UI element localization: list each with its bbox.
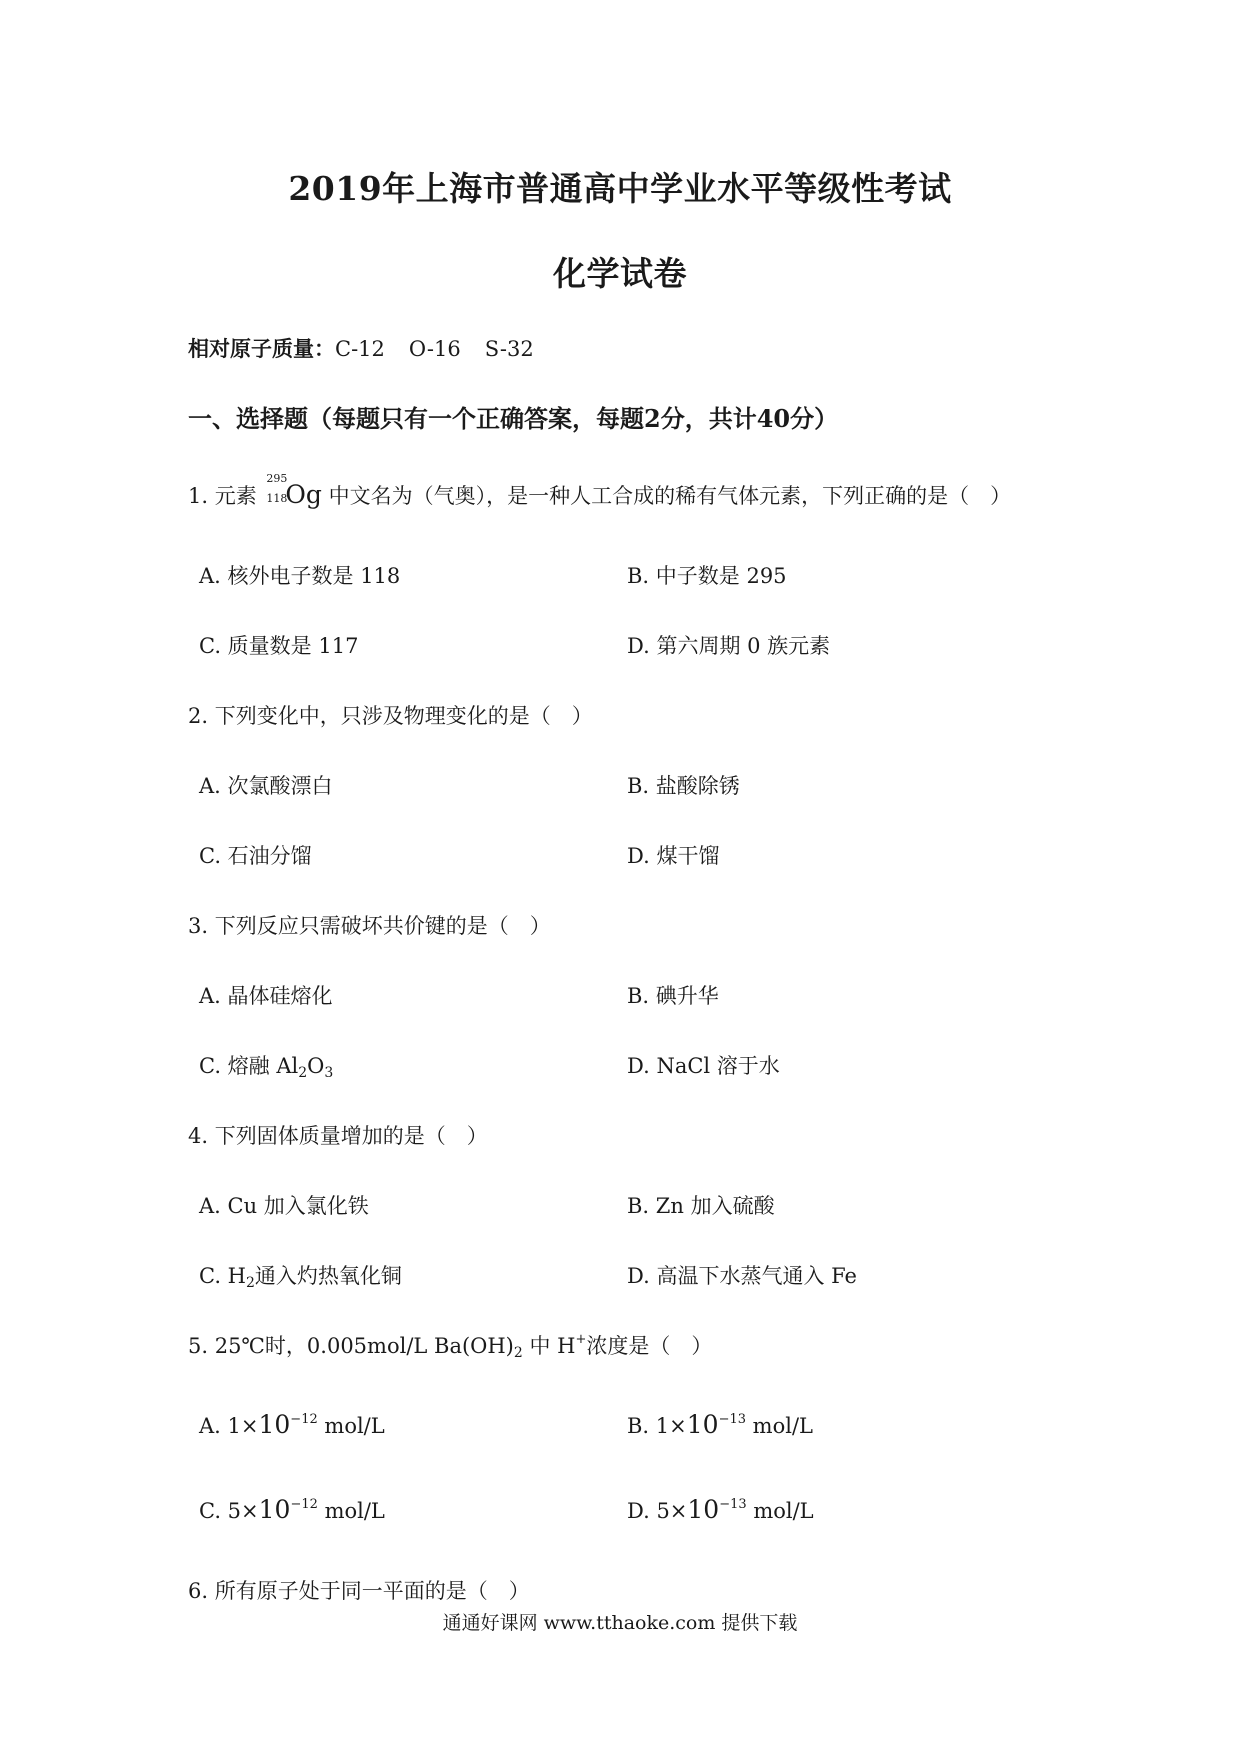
question-6: 6. 所有原子处于同一平面的是（ ） — [188, 1579, 530, 1603]
q4-option-d: D. 高温下水蒸气通入 Fe — [627, 1264, 857, 1288]
exponent: −12 — [290, 1412, 318, 1427]
question-1-stem: 中文名为（气奥），是一种人工合成的稀有气体元素，下列正确的是（ ） — [328, 484, 1012, 508]
section-heading: 一、选择题（每题只有一个正确答案，每题2分，共计40分） — [188, 404, 839, 433]
question-4: 4. 下列固体质量增加的是（ ） — [188, 1124, 488, 1148]
subscript: 3 — [324, 1065, 334, 1081]
q2-option-b: B. 盐酸除锈 — [627, 774, 740, 798]
q3-option-b: B. 碘升华 — [627, 984, 719, 1008]
question-3: 3. 下列反应只需破坏共价键的是（ ） — [188, 914, 551, 938]
masses-label: 相对原子质量： — [188, 336, 335, 361]
q5-option-d — [627, 1495, 814, 1524]
q5-option-d-prefix: D. 5× — [627, 1499, 688, 1523]
footer-source: 通通好课网 www.tthaoke.com 提供下载 — [442, 1612, 798, 1634]
subscript: 2 — [245, 1275, 255, 1291]
question-1 — [188, 472, 1012, 510]
q1-option-d: D. 第六周期 0 族元素 — [627, 634, 831, 658]
question-1-prefix: 1. 元素 — [188, 484, 257, 508]
q3-option-d: D. NaCl 溶于水 — [627, 1054, 780, 1078]
mass-value: O-16 — [408, 337, 461, 361]
q3-option-c — [199, 1050, 333, 1081]
q5-option-c — [199, 1495, 385, 1524]
unit: mol/L — [317, 1499, 385, 1523]
q5-option-b-prefix: B. 1× — [627, 1414, 687, 1438]
q3-option-a: A. 晶体硅熔化 — [199, 984, 333, 1008]
unit: mol/L — [746, 1499, 814, 1523]
q1-option-c: C. 质量数是 117 — [199, 634, 359, 658]
isotope-symbol: Og — [285, 480, 322, 509]
q5-option-a-prefix: A. 1× — [199, 1414, 259, 1438]
question-5-text: 浓度是（ ） — [586, 1334, 713, 1358]
q2-option-c: C. 石油分馏 — [199, 844, 312, 868]
mass-value: S-32 — [484, 337, 534, 361]
exponent: −13 — [719, 1497, 747, 1512]
relative-atomic-masses — [188, 333, 558, 363]
isotope-mass-number: 295 — [266, 472, 288, 485]
q3-option-c-text: O — [307, 1054, 325, 1078]
q5-option-a — [199, 1410, 385, 1439]
q4-option-a: A. Cu 加入氯化铁 — [199, 1194, 369, 1218]
unit: mol/L — [746, 1414, 813, 1438]
power-base: 10 — [258, 1495, 291, 1524]
q4-option-b: B. Zn 加入硫酸 — [627, 1194, 775, 1218]
q1-option-a: A. 核外电子数是 118 — [199, 564, 401, 588]
unit: mol/L — [317, 1414, 385, 1438]
subscript: 2 — [298, 1065, 308, 1081]
question-5 — [188, 1330, 712, 1361]
exponent: −12 — [290, 1497, 318, 1512]
q2-option-a: A. 次氯酸漂白 — [199, 774, 333, 798]
q5-option-c-prefix: C. 5× — [199, 1499, 259, 1523]
q5-option-b — [627, 1410, 813, 1439]
q3-option-c-text: C. 熔融 Al — [199, 1054, 299, 1078]
exam-title: 2019年上海市普通高中学业水平等级性考试 — [288, 169, 952, 208]
isotope-atomic-number: 118 — [266, 492, 288, 505]
power-base: 10 — [687, 1495, 720, 1524]
q4-option-c-text: C. H — [199, 1264, 246, 1288]
exam-subtitle: 化学试卷 — [553, 254, 687, 293]
subscript: 2 — [513, 1345, 523, 1361]
q4-option-c-text: 通入灼热氧化铜 — [254, 1264, 402, 1288]
exponent: −13 — [718, 1412, 746, 1427]
power-base: 10 — [258, 1410, 291, 1439]
question-2: 2. 下列变化中，只涉及物理变化的是（ ） — [188, 704, 593, 728]
q4-option-c — [199, 1260, 402, 1291]
q1-option-b: B. 中子数是 295 — [627, 564, 787, 588]
mass-value: C-12 — [335, 337, 385, 361]
q2-option-d: D. 煤干馏 — [627, 844, 720, 868]
question-5-text: 5. 25℃时，0.005mol/L Ba(OH) — [188, 1334, 514, 1358]
isotope-notation — [263, 472, 288, 505]
power-base: 10 — [686, 1410, 719, 1439]
superscript: + — [575, 1332, 587, 1347]
question-5-text: 中 H — [522, 1334, 576, 1358]
